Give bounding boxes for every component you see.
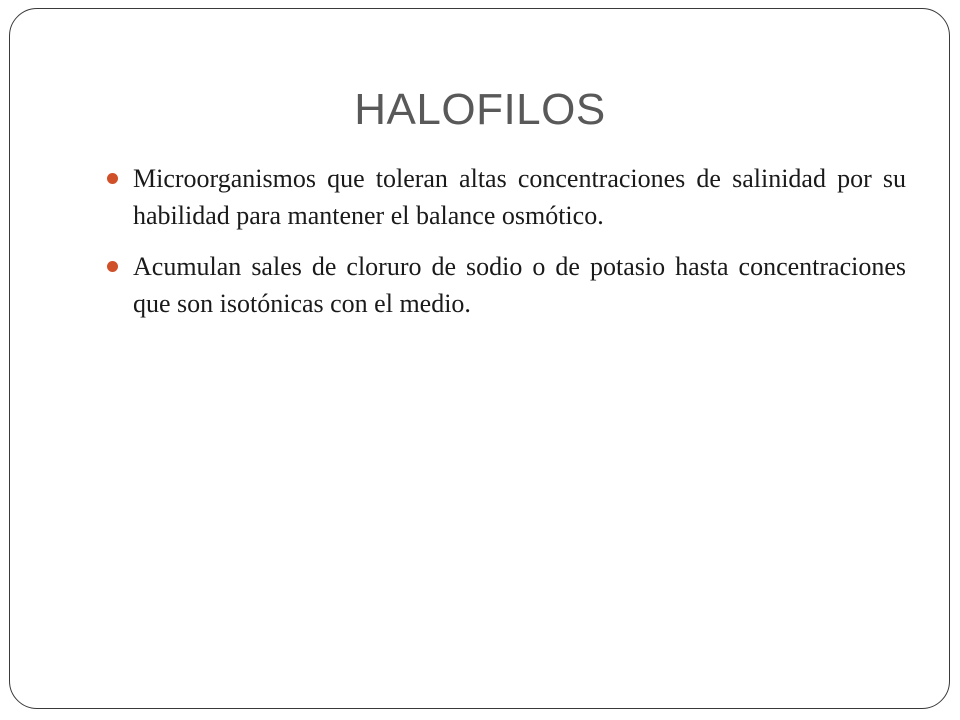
slide-title: HALOFILOS — [354, 85, 606, 134]
bullet-dot-icon — [107, 173, 118, 184]
bullet-item — [104, 248, 906, 322]
bullet-text: Microorganismos que toleran altas concentraciones de salinidad por su habilidad para mantener el balance osmótico. — [133, 164, 906, 230]
bullet-dot-icon — [107, 261, 118, 272]
bullet-list — [104, 160, 906, 336]
bullet-text: Acumulan sales de cloruro de sodio o de potasio hasta concentraciones que son isotónicas con el medio. — [133, 252, 906, 318]
bullet-item — [104, 160, 906, 234]
